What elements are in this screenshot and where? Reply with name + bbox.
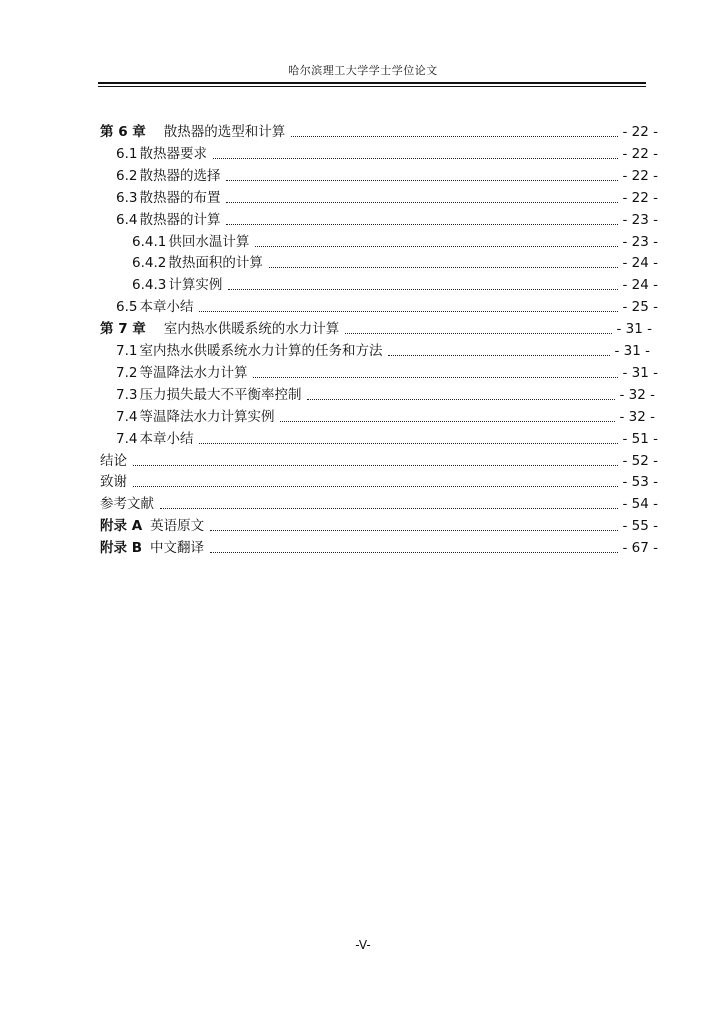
toc-entry-page: - 22 -: [622, 190, 658, 206]
toc-entry-number: 6.1: [116, 146, 138, 162]
toc-entry-number: 附录 A: [100, 518, 143, 534]
toc-entry-title: 散热器的计算: [139, 212, 221, 228]
dot-leader: [388, 354, 610, 356]
dot-leader: [160, 507, 618, 509]
toc-entry-number: 6.4.2: [132, 255, 167, 271]
toc-entry-page: - 25 -: [622, 299, 658, 315]
dot-leader: [280, 420, 615, 422]
dot-leader: [226, 223, 618, 225]
page-number: -V-: [355, 938, 371, 952]
toc-entry-title: 本章小结: [139, 431, 194, 447]
dot-leader: [199, 442, 618, 444]
toc-entry[interactable]: [100, 121, 658, 141]
toc-entry-page: - 22 -: [622, 168, 658, 184]
toc-entry-title: 英语原文: [150, 518, 205, 534]
toc-entry[interactable]: [116, 406, 655, 426]
toc-entry[interactable]: [100, 471, 658, 491]
toc-entry-page: - 23 -: [622, 212, 658, 228]
toc-entry[interactable]: [116, 187, 658, 207]
toc-entry[interactable]: [116, 384, 655, 404]
toc-entry-page: - 32 -: [619, 387, 655, 403]
toc-entry-number: 附录 B: [100, 540, 142, 556]
toc-entry-page: - 22 -: [622, 146, 658, 162]
toc-entry-title: 致谢: [100, 474, 127, 490]
toc-entry-page: - 31 -: [616, 321, 652, 337]
toc-entry-title: 散热器的布置: [139, 190, 221, 206]
toc-entry-number: 7.3: [116, 387, 138, 403]
toc-entry-page: - 67 -: [622, 540, 658, 556]
toc-entry[interactable]: [132, 252, 658, 272]
dot-leader: [226, 201, 618, 203]
toc-entry-number: 6.4.3: [132, 277, 167, 293]
toc-entry[interactable]: [100, 450, 658, 470]
dot-leader: [269, 266, 619, 268]
toc-entry-number: 6.4: [116, 212, 138, 228]
toc-entry-title: 计算实例: [168, 277, 223, 293]
toc-entry-page: - 23 -: [622, 234, 658, 250]
toc-entry[interactable]: [116, 165, 658, 185]
toc-entry-page: - 54 -: [622, 496, 658, 512]
toc-entry-page: - 55 -: [622, 518, 658, 534]
toc-entry-title: 结论: [100, 453, 127, 469]
toc-entry-title: 室内热水供暖系统的水力计算: [163, 321, 340, 337]
toc-entry[interactable]: [116, 428, 658, 448]
toc-entry-number: 7.4: [116, 409, 138, 425]
toc-entry-page: - 32 -: [619, 409, 655, 425]
dot-leader: [213, 157, 619, 159]
toc-entry-number: 6.2: [116, 168, 138, 184]
toc-entry[interactable]: [116, 143, 658, 163]
toc-entry-title: 供回水温计算: [168, 234, 250, 250]
dot-leader: [307, 398, 615, 400]
dot-leader: [253, 376, 618, 378]
toc-entry-number: 6.5: [116, 299, 138, 315]
toc-entry-title: 压力损失最大不平衡率控制: [139, 387, 302, 403]
toc-entry[interactable]: [116, 209, 658, 229]
toc-entry-page: - 24 -: [622, 255, 658, 271]
page-header-title: 哈尔滨理工大学学士学位论文: [288, 64, 438, 77]
toc-entry[interactable]: [116, 362, 658, 382]
toc-entry-title: 室内热水供暖系统水力计算的任务和方法: [139, 343, 383, 359]
toc-entry[interactable]: [100, 318, 652, 338]
toc-entry[interactable]: [116, 296, 658, 316]
toc-entry-number: 7.1: [116, 343, 138, 359]
dot-leader: [210, 529, 618, 531]
toc-entry-page: - 31 -: [614, 343, 650, 359]
toc-entry-number: 7.2: [116, 365, 138, 381]
toc-entry[interactable]: [132, 231, 658, 251]
toc-entry-title: 本章小结: [139, 299, 194, 315]
toc-entry-page: - 53 -: [622, 474, 658, 490]
dot-leader: [199, 310, 618, 312]
dot-leader: [226, 179, 618, 181]
toc-entry-number: 6.4.1: [132, 234, 167, 250]
dot-leader: [133, 485, 618, 487]
toc-entry[interactable]: [100, 493, 658, 513]
toc-entry-page: - 22 -: [622, 124, 658, 140]
toc-entry-title: 散热器的选型和计算: [163, 124, 286, 140]
dot-leader: [345, 332, 612, 334]
toc-entry-title: 参考文献: [100, 496, 154, 512]
dot-leader: [255, 245, 618, 247]
toc-entry-title: 等温降法水力计算: [139, 365, 248, 381]
dot-leader: [210, 551, 618, 553]
toc-entry-title: 散热器的选择: [139, 168, 221, 184]
toc-entry-number: 7.4: [116, 431, 138, 447]
toc-entry-title: 中文翻译: [150, 540, 204, 556]
toc-entry-number: 6.3: [116, 190, 138, 206]
toc-entry[interactable]: [132, 274, 658, 294]
dot-leader: [228, 288, 618, 290]
toc-entry-page: - 24 -: [622, 277, 658, 293]
dot-leader: [133, 464, 618, 466]
toc-entry-title: 等温降法水力计算实例: [139, 409, 275, 425]
toc-entry-number: 第 7 章: [100, 321, 146, 337]
toc-entry-page: - 31 -: [622, 365, 658, 381]
toc-entry-number: 第 6 章: [100, 124, 146, 140]
toc-entry-page: - 51 -: [622, 431, 658, 447]
toc-entry[interactable]: [116, 340, 650, 360]
dot-leader: [291, 135, 618, 137]
toc-entry[interactable]: [100, 537, 658, 557]
toc-entry-page: - 52 -: [622, 453, 658, 469]
toc-entry-title: 散热面积的计算: [168, 255, 263, 271]
toc-entry[interactable]: [100, 515, 658, 535]
toc-entry-title: 散热器要求: [139, 146, 207, 162]
